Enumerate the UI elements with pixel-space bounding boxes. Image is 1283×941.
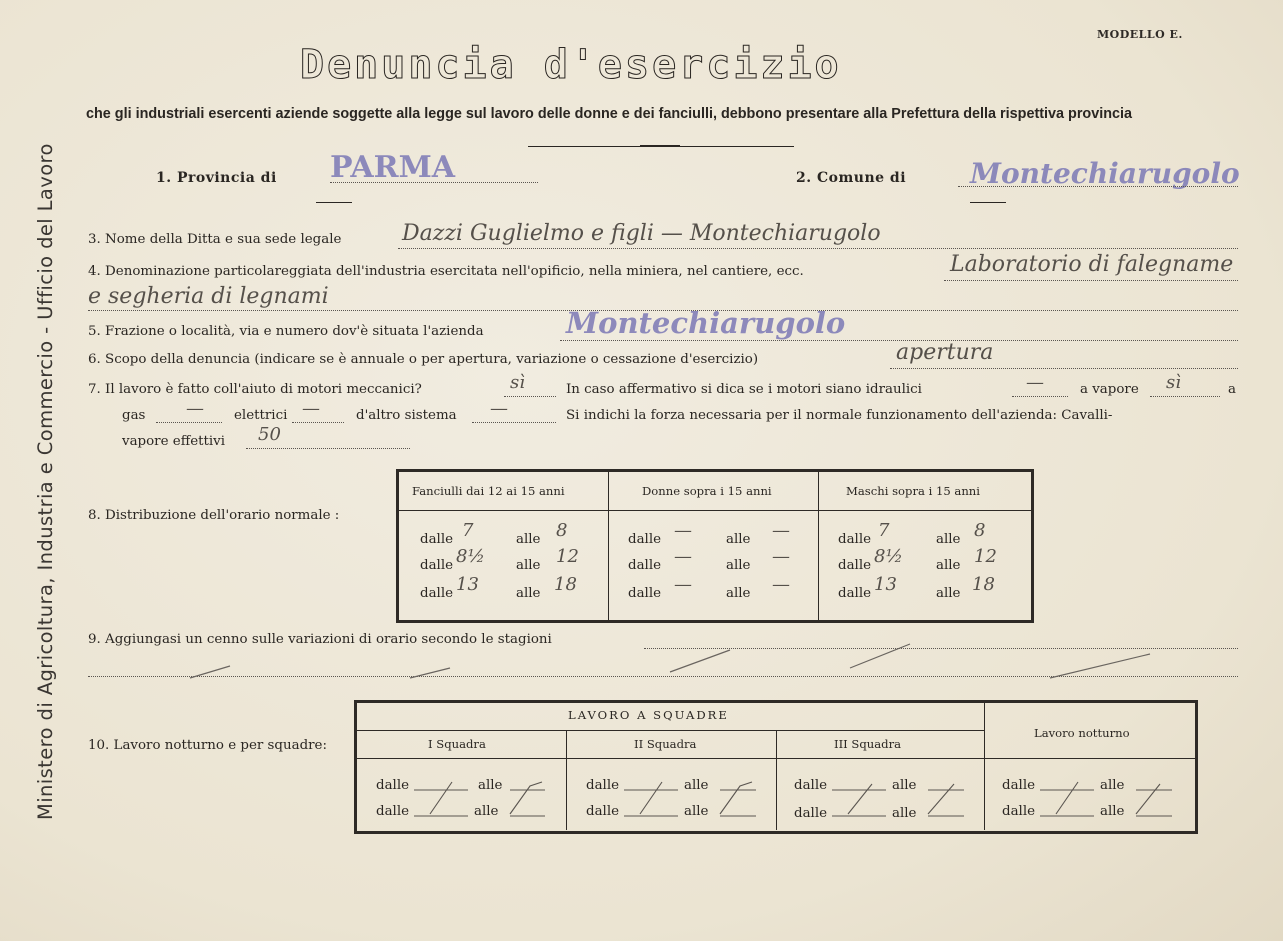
denominazione-value-1: Laboratorio di falegname xyxy=(950,252,1234,277)
motori-value: sì xyxy=(510,372,525,393)
squadre-col-2: II Squadra xyxy=(634,737,697,751)
dalle-label: dalle xyxy=(586,778,620,793)
orario-col-divider-2 xyxy=(818,472,819,620)
alle-label: alle xyxy=(936,558,961,573)
orario-col-donne: Donne sopra i 15 anni xyxy=(642,484,772,498)
alle-label: alle xyxy=(892,806,917,821)
dalle-label: dalle xyxy=(376,804,410,819)
squadre-col-notturno: Lavoro notturno xyxy=(1034,726,1130,740)
elettrici-line xyxy=(292,422,344,423)
maschi-alle-3: 18 xyxy=(972,574,995,595)
maschi-dalle-1: 7 xyxy=(878,520,890,541)
ornament-center xyxy=(640,145,680,147)
elettrici-label: elettrici xyxy=(234,408,288,423)
squadre-col-1: I Squadra xyxy=(428,737,486,751)
scopo-value: apertura xyxy=(896,340,994,365)
gas-label: gas xyxy=(122,408,146,423)
provincia-line xyxy=(330,182,538,183)
dalle-label: dalle xyxy=(794,778,828,793)
motori-label-a: 7. Il lavoro è fatto coll'aiuto di motori meccanici? xyxy=(88,382,422,397)
cavalli-line xyxy=(246,448,410,449)
dalle-label: dalle xyxy=(838,586,872,601)
maschi-dalle-3: 13 xyxy=(874,574,897,595)
alle-label: alle xyxy=(684,804,709,819)
ornament-right xyxy=(970,202,1006,203)
alle-label: alle xyxy=(478,778,503,793)
altro-value: — xyxy=(490,398,508,419)
maschi-alle-2: 12 xyxy=(974,546,997,567)
dalle-label: dalle xyxy=(420,532,454,547)
orario-col-maschi: Maschi sopra i 15 anni xyxy=(846,484,980,498)
donne-dalle-3: — xyxy=(674,574,692,595)
ditta-value: Dazzi Guglielmo e figli — Montechiarugolo xyxy=(402,221,881,246)
denominazione-value-2: e segheria di legnami xyxy=(88,284,329,309)
alle-label: alle xyxy=(726,532,751,547)
sidebar-ministero: Ministero di Agricoltura, Industria e Commercio - Ufficio del Lavoro xyxy=(34,143,57,820)
vapore-line xyxy=(1150,396,1220,397)
gas-line xyxy=(156,422,222,423)
scopo-line xyxy=(890,368,1238,369)
dalle-label: dalle xyxy=(586,804,620,819)
alle-label: alle xyxy=(516,586,541,601)
dalle-label: dalle xyxy=(838,558,872,573)
comune-line xyxy=(958,186,1238,187)
alle-label: alle xyxy=(892,778,917,793)
dalle-label: dalle xyxy=(838,532,872,547)
squadre-dash-strokes xyxy=(360,764,1190,826)
alle-label: alle xyxy=(474,804,499,819)
alle-label: alle xyxy=(726,558,751,573)
donne-dalle-2: — xyxy=(674,546,692,567)
gas-value: — xyxy=(186,398,204,419)
alle-label: alle xyxy=(936,586,961,601)
cavalli-label: vapore effettivi xyxy=(122,434,226,449)
comune-stamp: Montechiarugolo xyxy=(970,157,1240,190)
dalle-label: dalle xyxy=(420,558,454,573)
vapore-label: a vapore xyxy=(1080,382,1139,397)
orario-head-rule xyxy=(399,510,1031,511)
alle-label: alle xyxy=(936,532,961,547)
maschi-alle-1: 8 xyxy=(974,520,986,541)
stagioni-dash-strokes xyxy=(150,630,1200,690)
dalle-label: dalle xyxy=(628,558,662,573)
stagioni-label: 9. Aggiungasi un cenno sulle variazioni di orario secondo le stagioni xyxy=(88,632,552,647)
dalle-label: dalle xyxy=(628,586,662,601)
alle-label: alle xyxy=(1100,804,1125,819)
orario-label: 8. Distribuzione dell'orario normale : xyxy=(88,508,340,523)
fanciulli-alle-3: 18 xyxy=(554,574,577,595)
fanciulli-alle-1: 8 xyxy=(556,520,568,541)
fanciulli-dalle-2: 8½ xyxy=(456,546,485,567)
motori-label-b: In caso affermativo si dica se i motori siano idraulici xyxy=(566,382,922,397)
idraulici-line xyxy=(1012,396,1068,397)
fanciulli-dalle-1: 7 xyxy=(462,520,474,541)
denominazione-label: 4. Denominazione particolareggiata dell'industria esercitata nell'opificio, nella miniera, nel cantiere, ecc. xyxy=(88,264,804,279)
forza-label: Si indichi la forza necessaria per il normale funzionamento dell'azienda: Cavalli- xyxy=(566,408,1113,423)
alle-label: alle xyxy=(684,778,709,793)
alle-label: alle xyxy=(516,532,541,547)
alle-label: alle xyxy=(726,586,751,601)
squadre-subhead-rule xyxy=(357,730,984,731)
a-label: a xyxy=(1228,382,1236,397)
page-subtitle: che gli industriali esercenti aziende soggette alla legge sul lavoro delle donne e dei fanciulli, debbono presentare alla Prefettura della rispettiva provincia xyxy=(86,106,1133,122)
fanciulli-alle-2: 12 xyxy=(556,546,579,567)
motori-line xyxy=(504,396,556,397)
frazione-stamp: Montechiarugolo xyxy=(566,306,846,340)
donne-dalle-1: — xyxy=(674,520,692,541)
modello-label: MODELLO E. xyxy=(1097,28,1183,41)
altro-label: d'altro sistema xyxy=(356,408,457,423)
dalle-label: dalle xyxy=(794,806,828,821)
dalle-label: dalle xyxy=(376,778,410,793)
orario-col-fanciulli: Fanciulli dai 12 ai 15 anni xyxy=(412,484,565,498)
dalle-label: dalle xyxy=(420,586,454,601)
dalle-label: dalle xyxy=(628,532,662,547)
donne-alle-2: — xyxy=(772,546,790,567)
ornament-left xyxy=(316,202,352,203)
maschi-dalle-2: 8½ xyxy=(874,546,903,567)
ditta-line xyxy=(398,248,1238,249)
altro-line xyxy=(472,422,556,423)
cavalli-value: 50 xyxy=(258,424,281,445)
idraulici-value: — xyxy=(1026,372,1044,393)
orario-col-divider-1 xyxy=(608,472,609,620)
ditta-label: 3. Nome della Ditta e sua sede legale xyxy=(88,232,342,247)
squadre-col-3: III Squadra xyxy=(834,737,902,751)
provincia-stamp: PARMA xyxy=(330,150,456,185)
fanciulli-dalle-3: 13 xyxy=(456,574,479,595)
provincia-label: 1. Provincia di xyxy=(156,170,277,186)
donne-alle-1: — xyxy=(772,520,790,541)
alle-label: alle xyxy=(516,558,541,573)
scopo-label: 6. Scopo della denuncia (indicare se è annuale o per apertura, variazione o cessazione d'esercizio) xyxy=(88,352,759,367)
squadre-header: LAVORO A SQUADRE xyxy=(568,708,729,722)
elettrici-value: — xyxy=(302,398,320,419)
vapore-value: sì xyxy=(1166,372,1181,393)
denominazione-line-1 xyxy=(944,280,1238,281)
frazione-label: 5. Frazione o località, via e numero dov'è situata l'azienda xyxy=(88,324,484,339)
dalle-label: dalle xyxy=(1002,778,1036,793)
dalle-label: dalle xyxy=(1002,804,1036,819)
donne-alle-3: — xyxy=(772,574,790,595)
page-title: Denuncia d'esercizio xyxy=(300,42,842,88)
comune-label: 2. Comune di xyxy=(796,170,907,186)
squadre-label: 10. Lavoro notturno e per squadre: xyxy=(88,738,327,753)
alle-label: alle xyxy=(1100,778,1125,793)
